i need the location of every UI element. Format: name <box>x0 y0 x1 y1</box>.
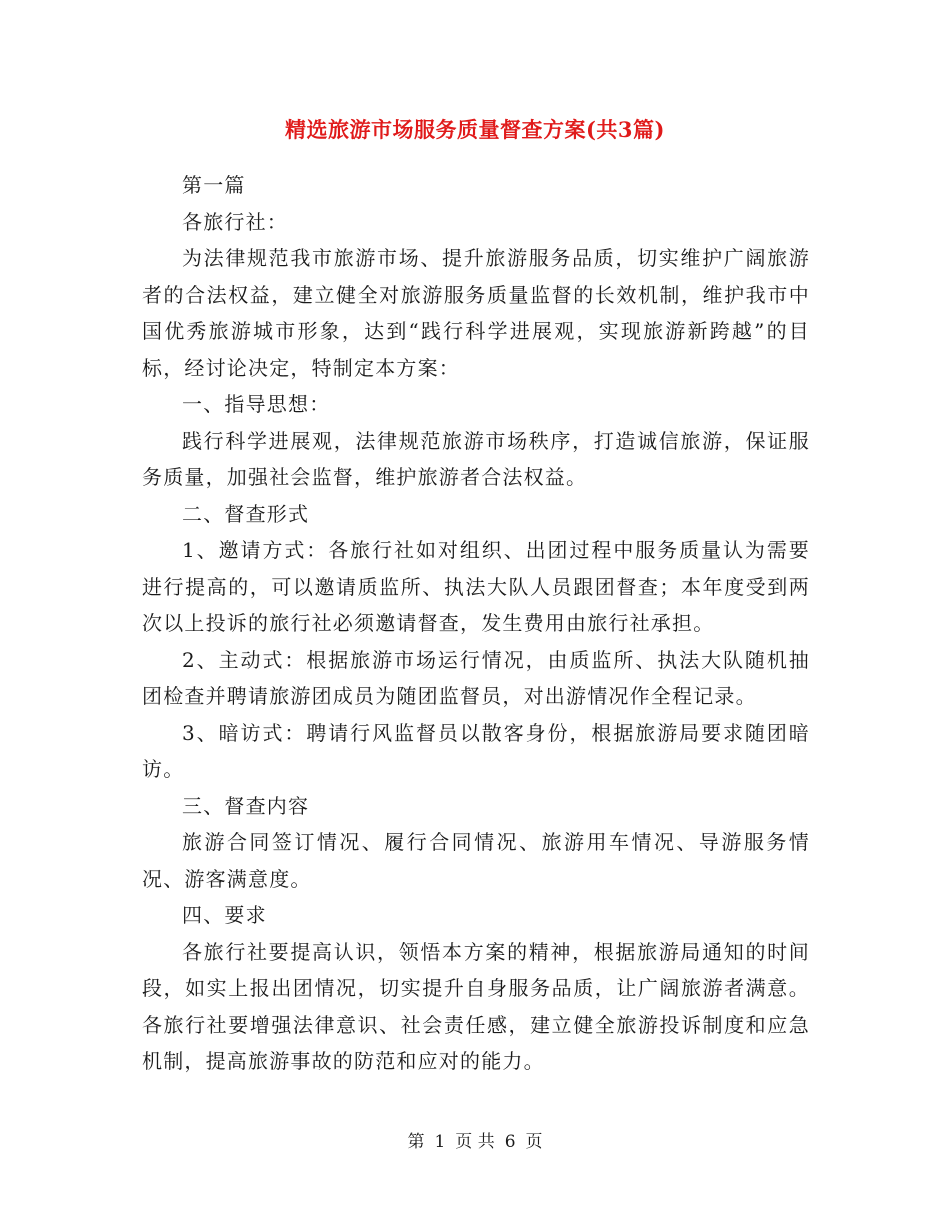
section-label-part-one: 第一篇 <box>182 173 246 197</box>
inspection-form-covert: 3、暗访式：聘请行风监督员以散客身份，根据旅游局要求随团暗访。 <box>142 720 810 781</box>
footer-suffix: 页 <box>525 1132 543 1152</box>
page-footer <box>0 1127 950 1152</box>
document-body <box>142 167 810 1080</box>
footer-prefix: 第 <box>407 1132 425 1152</box>
heading-requirements: 四、要求 <box>182 903 267 927</box>
requirements-paragraph: 各旅行社要提高认识，领悟本方案的精神，根据旅游局通知的时间段，如实上报出团情况，切实提升自身服务品质，让广阔旅游者满意。各旅行社要增强法律意识、社会责任感，建立健全旅游投诉制度和应急机制，提高旅游事故的防范和应对的能力。 <box>142 939 810 1073</box>
heading-inspection-content: 三、督查内容 <box>182 793 310 818</box>
guiding-ideology-paragraph: 践行科学进展观，法律规范旅游市场秩序，打造诚信旅游，保证服务质量，加强社会监督，维护旅游者合法权益。 <box>142 428 810 489</box>
intro-paragraph: 为法律规范我市旅游市场、提升旅游服务品质，切实维护广阔旅游者的合法权益，建立健全对旅游服务质量监督的长效机制，维护我市中国优秀旅游城市形象，达到“践行科学进展观，实现旅游新跨越”的目标，经讨论决定，特制定本方案： <box>142 246 810 380</box>
heading-inspection-form: 二、督查形式 <box>182 501 310 526</box>
inspection-content-paragraph: 旅游合同签订情况、履行合同情况、旅游用车情况、导游服务情况、游客满意度。 <box>142 830 810 891</box>
footer-mid: 页 共 <box>455 1132 495 1152</box>
document-title: 精选旅游市场服务质量督查方案(共3篇) <box>285 117 665 142</box>
inspection-form-active: 2、主动式：根据旅游市场运行情况，由质监所、执法大队随机抽团检查并聘请旅游团成员为随团监督员，对出游情况作全程记录。 <box>142 647 810 708</box>
footer-page-number: 1 <box>434 1132 446 1152</box>
inspection-form-invitation: 1、邀请方式：各旅行社如对组织、出团过程中服务质量认为需要进行提高的，可以邀请质监所、执法大队人员跟团督查；本年度受到两次以上投诉的旅行社必须邀请督查，发生费用由旅行社承担。 <box>142 538 810 635</box>
heading-guiding-ideology: 一、指导思想： <box>182 392 331 416</box>
footer-total-pages: 6 <box>504 1132 516 1152</box>
salutation: 各旅行社： <box>182 209 288 234</box>
